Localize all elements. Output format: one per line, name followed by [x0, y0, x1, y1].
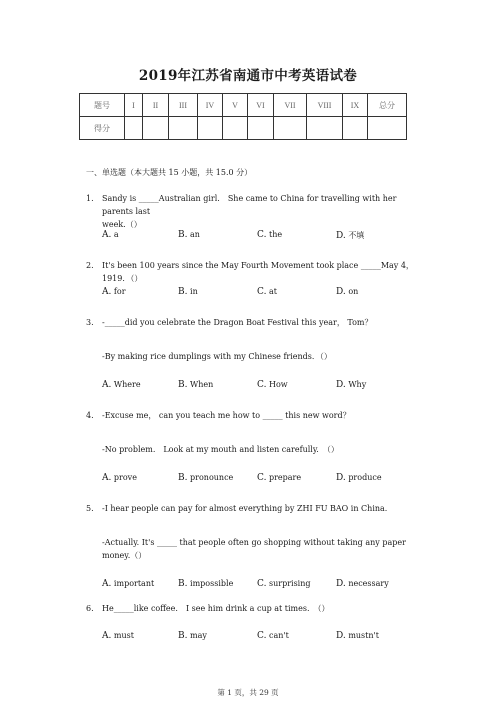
page-footer: 第 1 页，共 29 页 [217, 688, 279, 697]
score-cell: V [223, 94, 248, 117]
score-table-score-row [80, 117, 407, 140]
question-text: It's been 100 years since the May Fourth Movement took place _____May 4，1919．（） [102, 261, 414, 283]
option-a[interactable]: A. a [102, 230, 119, 240]
score-cell: VI [248, 94, 274, 117]
question-text: week.（） [102, 220, 142, 229]
option-b[interactable]: B. When [178, 380, 214, 390]
score-cell: VII [274, 94, 307, 117]
question-number: 4. [86, 411, 94, 420]
score-cell: IV [198, 94, 223, 117]
options-5 [102, 579, 422, 591]
question-text: He_____like coffee. I see him drink a cup at times. （） [102, 604, 330, 613]
question-text: -_____did you celebrate the Dragon Boat Festival this year， Tom？ [102, 318, 373, 327]
option-c[interactable]: C. the [257, 230, 283, 240]
score-input-cell[interactable] [368, 117, 407, 140]
option-a[interactable]: A. Where [102, 380, 141, 390]
score-input-cell[interactable] [143, 117, 169, 140]
option-d[interactable]: D. 不填 [336, 231, 365, 241]
question-number: 2. [86, 261, 94, 270]
question-4-reply: -No problem. Look at my mouth and listen carefully. （） [102, 445, 339, 454]
question-text: Sandy is _____Australian girl. She came to China for travelling with her parents last [102, 194, 397, 216]
question-text: -Actually. It's _____ that people often go shopping without taking any paper [102, 538, 406, 547]
score-input-cell[interactable] [343, 117, 368, 140]
score-table [79, 93, 407, 140]
option-c[interactable]: C. surprising [257, 579, 311, 589]
score-input-cell[interactable] [198, 117, 223, 140]
question-text: -Excuse me， can you teach me how to _____ this new word？ [102, 411, 351, 420]
option-a[interactable]: A. important [102, 579, 155, 589]
option-a[interactable]: A. must [102, 631, 134, 641]
score-cell: 题号 [80, 94, 125, 117]
option-c[interactable]: C. How [257, 380, 288, 390]
option-a[interactable]: A. prove [102, 473, 137, 483]
score-cell: IX [343, 94, 368, 117]
section-title: 一、单选题（本大题共 15 小题，共 15.0 分） [86, 168, 253, 177]
score-input-cell[interactable] [248, 117, 274, 140]
option-a[interactable]: A. for [102, 287, 126, 297]
score-cell: VIII [307, 94, 343, 117]
score-input-cell[interactable] [169, 117, 198, 140]
options-2 [102, 287, 422, 299]
question-text: -I hear people can pay for almost everything by ZHI FU BAO in China. [102, 504, 388, 513]
score-cell: II [143, 94, 169, 117]
question-number: 3. [86, 318, 94, 327]
option-b[interactable]: B. an [178, 230, 200, 240]
question-5-reply [102, 536, 422, 562]
option-d[interactable]: D. Why [336, 380, 367, 390]
score-cell: I [125, 94, 143, 117]
score-input-cell[interactable] [223, 117, 248, 140]
options-1 [102, 230, 422, 242]
option-c[interactable]: C. at [257, 287, 277, 297]
score-table-header-row [80, 94, 407, 117]
score-input-cell[interactable] [274, 117, 307, 140]
question-number: 1. [86, 194, 94, 203]
options-4 [102, 473, 422, 485]
option-d[interactable]: D. produce [336, 473, 382, 483]
option-b[interactable]: B. pronounce [178, 473, 234, 483]
question-number: 5. [86, 504, 94, 513]
question-3-reply: -By making rice dumplings with my Chinese friends．（） [102, 352, 332, 361]
option-d[interactable]: D. mustn't [336, 631, 379, 641]
score-cell: III [169, 94, 198, 117]
option-b[interactable]: B. impossible [178, 579, 234, 589]
exam-title: 2019年江苏省南通市中考英语试卷 [138, 68, 358, 84]
score-row-label: 得分 [80, 117, 125, 140]
options-6 [102, 631, 422, 643]
options-3 [102, 380, 422, 392]
score-cell: 总分 [368, 94, 407, 117]
option-d[interactable]: D. necessary [336, 579, 389, 589]
option-c[interactable]: C. prepare [257, 473, 302, 483]
option-c[interactable]: C. can't [257, 631, 289, 641]
question-number: 6. [86, 604, 94, 613]
option-d[interactable]: D. on [336, 287, 359, 297]
option-b[interactable]: B. in [178, 287, 198, 297]
score-input-cell[interactable] [307, 117, 343, 140]
option-b[interactable]: B. may [178, 631, 207, 641]
score-input-cell[interactable] [125, 117, 143, 140]
question-text: money.（） [102, 551, 147, 560]
